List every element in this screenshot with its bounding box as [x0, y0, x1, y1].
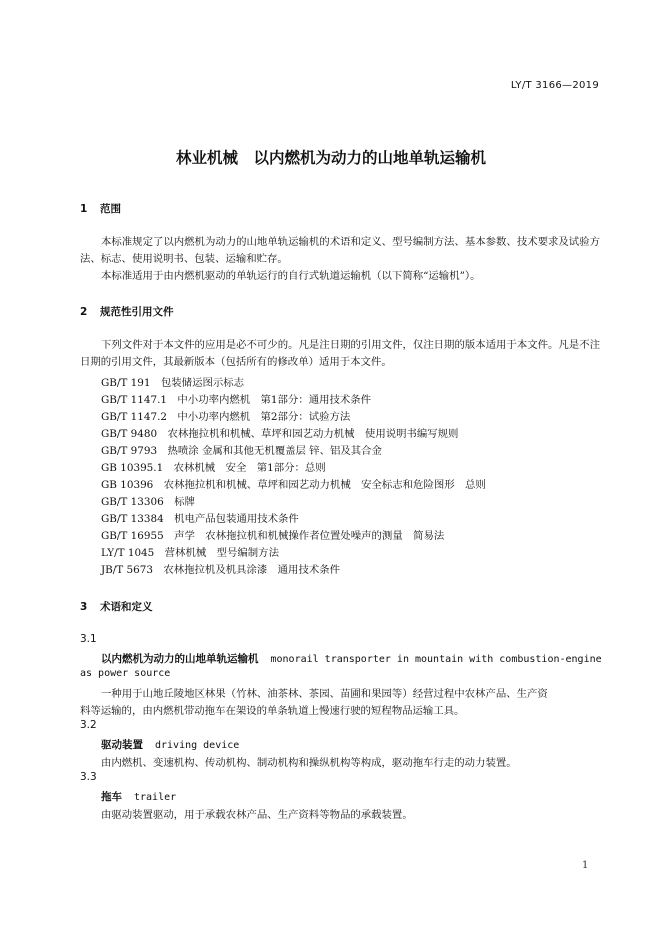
section-number: 3	[80, 601, 88, 613]
term-definition: 一种用于山地丘陵地区林果（竹林、油茶林、茶园、苗圃和果园等）经营过程中农林产品、生产资	[101, 688, 548, 700]
term-chinese: 拖车	[101, 791, 122, 803]
term-entry	[101, 789, 176, 804]
term-clause-number: 3.2	[80, 719, 97, 731]
term-clause-number: 3.3	[80, 771, 97, 783]
section-3-heading	[80, 599, 153, 614]
term-chinese: 以内燃机为动力的山地单轨运输机	[101, 653, 259, 665]
reference-item: GB 10396 农林拖拉机和机械、草坪和园艺动力机械 安全标志和危险图形 总则	[101, 479, 486, 491]
reference-item: GB/T 9793 热喷涂 金属和其他无机覆盖层 锌、铝及其合金	[101, 445, 382, 457]
term-chinese: 驱动装置	[101, 739, 143, 751]
section-2-intro: 下列文件对于本文件的应用是必不可少的。凡是注日期的引用文件，仅注日期的版本适用于本文件。凡是不注日期的引用文件，其最新版本（包括所有的修改单）适用于本文件。	[80, 339, 600, 368]
term-english: monorail transporter in mountain with combustion-engine	[270, 654, 602, 665]
term-english: driving device	[155, 740, 240, 751]
reference-item: GB/T 191 包装储运图示标志	[101, 377, 245, 389]
section-title: 规范性引用文件	[100, 306, 174, 318]
section-2-heading	[80, 304, 174, 319]
section-1-heading	[80, 201, 121, 216]
term-entry	[101, 651, 602, 666]
term-definition: 由内燃机、变速机构、传动机构、制动机构和操纵机构等构成，驱动拖车行走的动力装置。	[101, 757, 517, 769]
reference-item: LY/T 1045 营林机械 型号编制方法	[101, 547, 279, 559]
reference-item: GB/T 1147.2 中小功率内燃机 第2部分：试验方法	[101, 411, 351, 423]
standard-code: LY/T 3166—2019	[510, 80, 599, 91]
term-english: trailer	[134, 792, 177, 803]
section-title: 范围	[100, 203, 121, 215]
section-1-paragraph: 本标准规定了以内燃机为动力的山地单轨运输机的术语和定义、型号编制方法、基本参数、技术要求及试验方法、标志、使用说明书、包装、运输和贮存。	[80, 236, 600, 265]
term-definition: 由驱动装置驱动，用于承载农林产品、生产资料等物品的承载装置。	[101, 809, 413, 821]
page-number: 1	[582, 860, 589, 871]
reference-item: GB/T 9480 农林拖拉机和机械、草坪和园艺动力机械 使用说明书编写规则	[101, 428, 459, 440]
term-entry	[101, 737, 239, 752]
section-number: 1	[80, 203, 88, 215]
section-1-paragraph: 本标准适用于由内燃机驱动的单轨运行的自行式轨道运输机（以下简称“运输机”）。	[101, 270, 481, 282]
reference-item: GB 10395.1 农林机械 安全 第1部分：总则	[101, 462, 326, 474]
reference-item: GB/T 13384 机电产品包装通用技术条件	[101, 513, 299, 525]
section-title: 术语和定义	[100, 601, 153, 613]
reference-item: GB/T 13306 标牌	[101, 496, 195, 508]
reference-item: GB/T 16955 声学 农林拖拉机和机械操作者位置处噪声的测量 简易法	[101, 530, 445, 542]
term-clause-number: 3.1	[80, 633, 97, 645]
reference-item: GB/T 1147.1 中小功率内燃机 第1部分：通用技术条件	[101, 394, 372, 406]
reference-item: JB/T 5673 农林拖拉机及机具涂漆 通用技术条件	[101, 564, 341, 576]
document-title: 林业机械 以内燃机为动力的山地单轨运输机	[175, 149, 486, 167]
term-definition-continued: 料等运输的，由内燃机带动拖车在架设的单条轨道上慢速行驶的短程物品运输工具。	[80, 705, 465, 717]
term-english-continued: as power source	[80, 668, 171, 679]
section-number: 2	[80, 306, 88, 318]
